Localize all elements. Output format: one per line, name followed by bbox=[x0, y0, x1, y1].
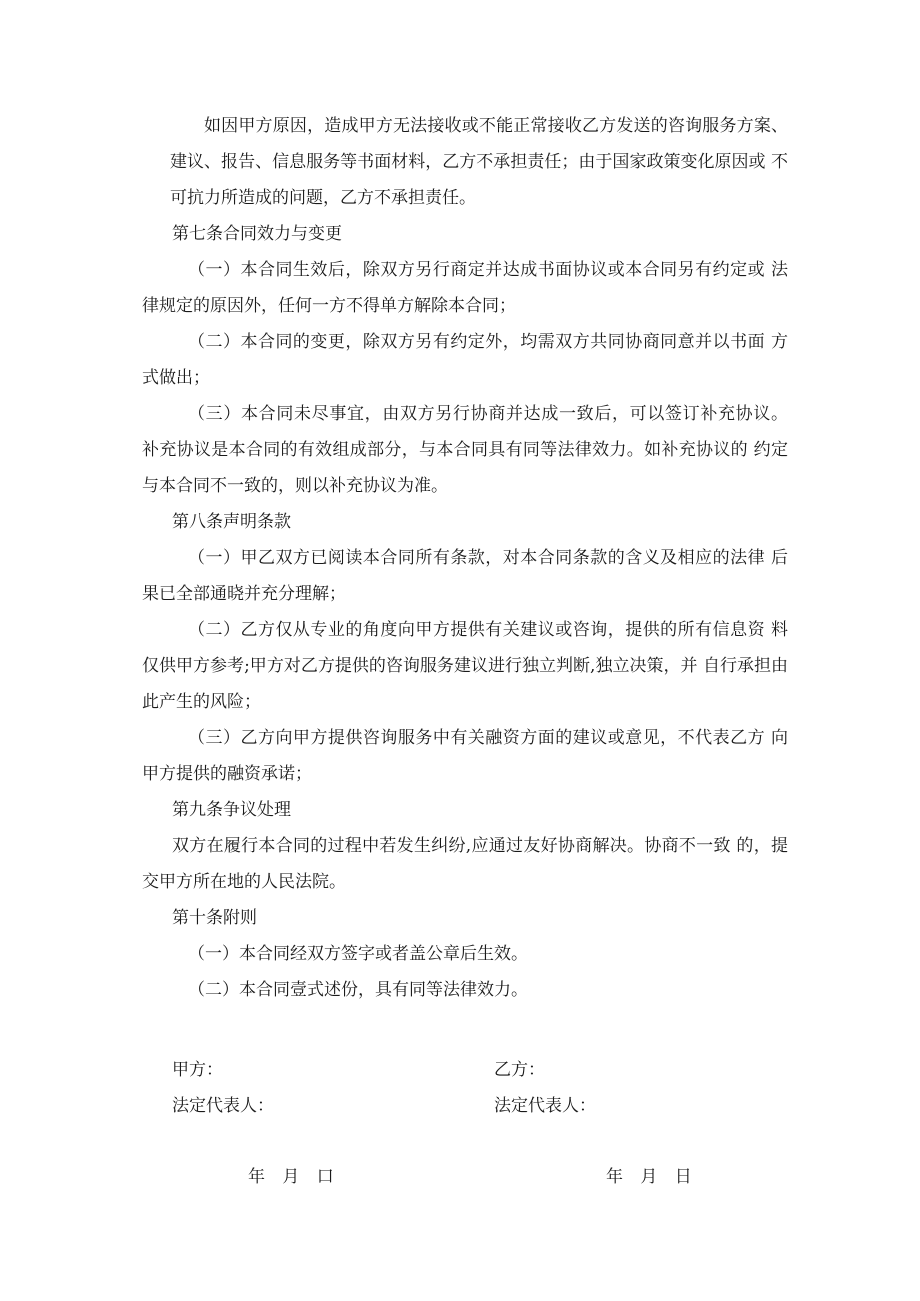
heading-article-10: 第十条附则 bbox=[172, 908, 257, 928]
signature-block bbox=[172, 1052, 772, 1132]
heading-article-8: 第八条声明条款 bbox=[172, 512, 291, 532]
party-a-representative-label: 法定代表人： bbox=[172, 1096, 274, 1116]
paragraph-8-3: （三）乙方向甲方提供咨询服务中有关融资方面的建议或意见，不代表乙方 向甲方提供的融资承诺； bbox=[142, 728, 788, 784]
heading-article-9: 第九条争议处理 bbox=[172, 800, 291, 820]
paragraph-8-2: （二）乙方仅从专业的角度向甲方提供有关建议或咨询，提供的所有信息资 料仅供甲方参考;甲方对乙方提供的咨询服务建议进行独立判断,独立决策，并 自行承担由此产生的风险； bbox=[142, 620, 788, 712]
paragraph-7-2: （二）本合同的变更，除双方另有约定外，均需双方共同协商同意并以书面 方式做出； bbox=[142, 332, 788, 388]
party-b-representative-label: 法定代表人： bbox=[494, 1096, 596, 1116]
paragraph-7-3: （三）本合同未尽事宜，由双方另行协商并达成一致后，可以签订补充协议。 补充协议是本合同的有效组成部分，与本合同具有同等法律效力。如补充协议的 约定与本合同不一致的，则以补充协议为准。 bbox=[142, 404, 788, 496]
paragraph-liability: 如因甲方原因，造成甲方无法接收或不能正常接收乙方发送的咨询服务方案、 建议、报告、信息服务等书面材料，乙方不承担责任；由于国家政策变化原因或 不可抗力所造成的问题，乙方不承担责任。 bbox=[170, 116, 788, 208]
party-b-column bbox=[494, 1052, 596, 1124]
paragraph-10-1: （一）本合同经双方签字或者盖公章后生效。 bbox=[188, 944, 528, 964]
contract-body bbox=[142, 108, 788, 1008]
party-a-column bbox=[172, 1052, 274, 1124]
party-a-date: 年 月 口 bbox=[248, 1167, 340, 1187]
heading-article-7: 第七条合同效力与变更 bbox=[172, 224, 342, 244]
paragraph-9: 双方在履行本合同的过程中若发生纠纷,应通过友好协商解决。协商不一致 的，提交甲方所在地的人民法院。 bbox=[142, 836, 788, 892]
paragraph-7-1: （一）本合同生效后，除双方另行商定并达成书面协议或本合同另有约定或 法律规定的原因外，任何一方不得单方解除本合同； bbox=[142, 260, 788, 316]
party-b-label: 乙方： bbox=[494, 1060, 545, 1080]
paragraph-10-2: （二）本合同壹式述份，具有同等法律效力。 bbox=[188, 980, 528, 1000]
party-b-date: 年 月 日 bbox=[606, 1167, 698, 1187]
party-a-label: 甲方： bbox=[172, 1060, 223, 1080]
paragraph-8-1: （一）甲乙双方已阅读本合同所有条款，对本合同条款的含义及相应的法律 后果已全部通晓并充分理解； bbox=[142, 548, 788, 604]
